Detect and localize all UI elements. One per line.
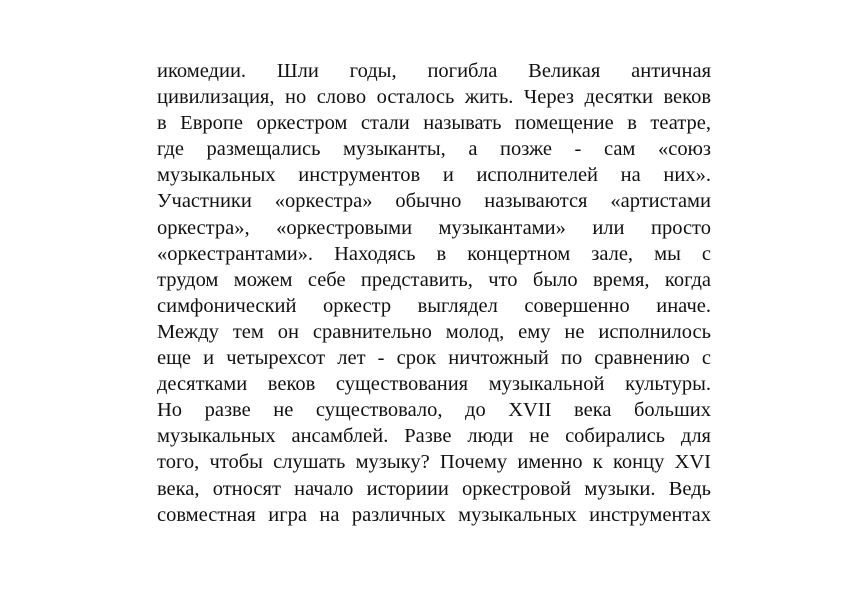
text-line: трудом можем себе представить, что было время, когда [157, 268, 711, 291]
text-line: века, относят начало историии оркестровой музыки. Ведь [157, 477, 711, 500]
text-line: симфонический оркестр выглядел совершенно иначе. [157, 294, 711, 317]
text-line: Между тем он сравнительно молод, ему не исполнилось [157, 320, 711, 343]
text-line: того, чтобы слушать музыку? Почему именно к концу XVI [157, 451, 711, 474]
text-line: музыкальных инструментов и исполнителей на них». [157, 164, 711, 187]
text-line: оркестра», «оркестровыми музыкантами» или просто [157, 216, 711, 239]
text-line: десятками веков существования музыкальной культуры. [157, 373, 711, 396]
text-line: еще и четырехсот лет - срок ничтожный по сравнению с [157, 347, 711, 370]
text-line: где размещались музыканты, а позже - сам «союз [157, 138, 711, 161]
text-line: Участники «оркестра» обычно называются «артистами [157, 190, 711, 213]
text-line: в Европе оркестром стали называть помещение в театре, [157, 112, 711, 135]
text-line: Но разве не существовало, до XVII века больших [157, 399, 711, 422]
text-line: цивилизация, но слово осталось жить. Через десятки веков [157, 86, 711, 109]
text-line: «оркестрантами». Находясь в концертном зале, мы с [157, 242, 711, 265]
text-line: музыкальных ансамблей. Разве люди не собирались для [157, 425, 711, 448]
body-text [157, 58, 711, 528]
text-line: совместная игра на различных музыкальных инструментах [157, 503, 711, 526]
text-line: икомедии. Шли годы, погибла Великая античная [157, 60, 711, 82]
